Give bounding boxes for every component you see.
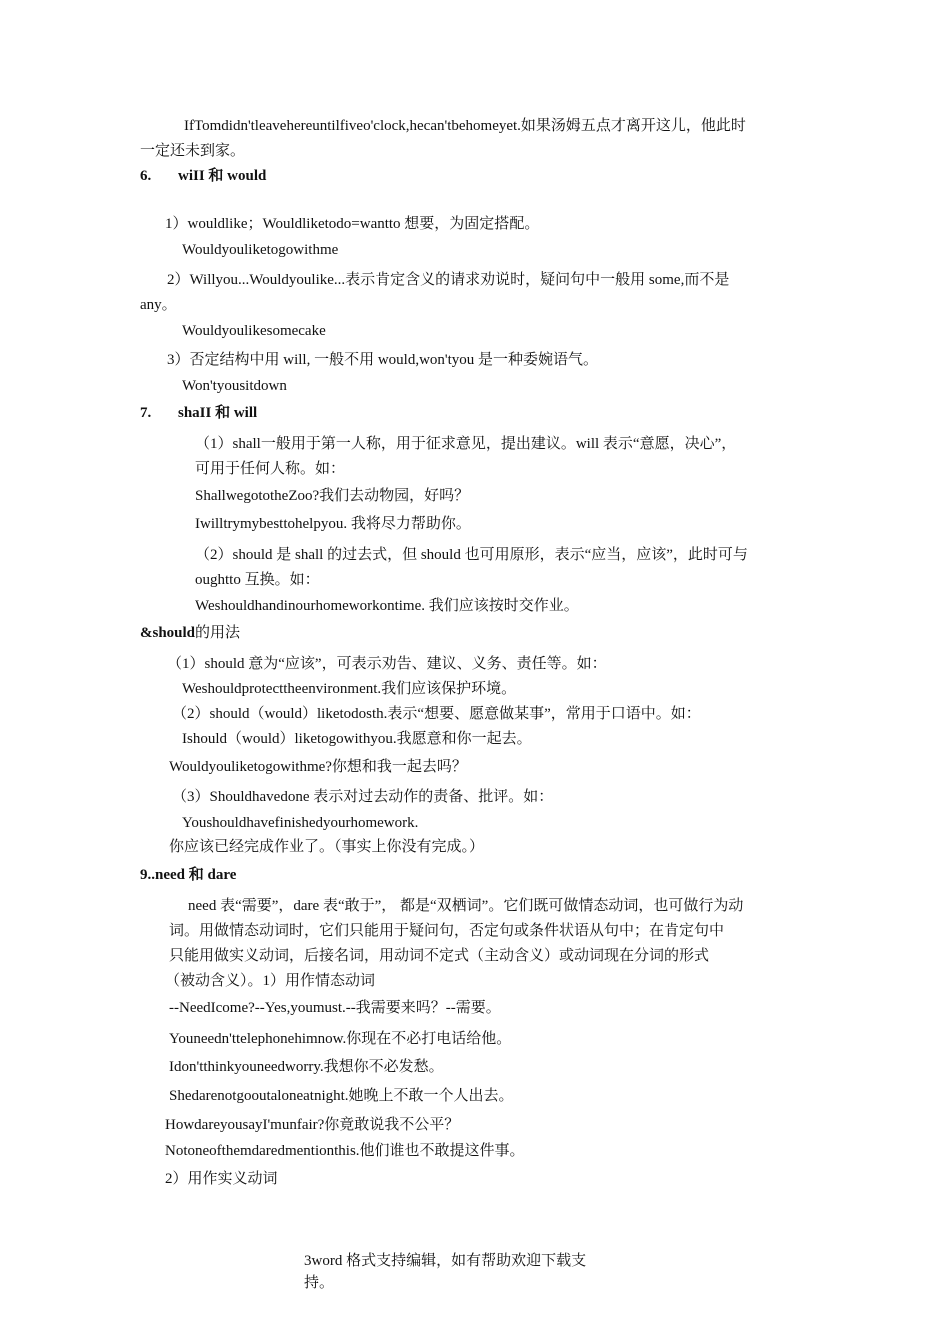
example-sentence: Shedarenotgooutaloneatnight.她晚上不敢一个人出去。 [169,1088,514,1104]
text-line: any。 [140,297,177,313]
text-line: 可用于任何人称。如： [195,461,346,477]
text-line: （被动含义）。1）用作情态动词 [165,973,376,989]
text-line: 2）Willyou...Wouldyoulike...表示肯定含义的请求劝说时，疑问句中一般用 some,而不是 [167,272,730,288]
example-sentence: Wouldyouliketogowithme?你想和我一起去吗？ [169,759,467,775]
section-number: 6. [140,168,152,184]
example-sentence: Iwilltrymybesttohelpyou. 我将尽力帮助你。 [195,516,471,532]
text-line: 一定还未到家。 [140,143,246,159]
text-line: （2）should 是 shall 的过去式，但 should 也可用原形，表示“应当，应该”，此时可与 [195,547,748,563]
section-number: 7. [140,405,152,421]
section-title: shaII 和 will [178,405,258,421]
example-sentence: HowdareyousayI'munfair?你竟敢说我不公平？ [165,1117,460,1133]
text-line: oughtto 互换。如： [195,572,320,588]
text-line: （1）should 意为“应该”，可表示劝告、建议、义务、责任等。如： [167,656,607,672]
example-sentence: Wouldyoulikesomecake [182,323,326,339]
example-sentence: ShallwegototheZoo?我们去动物园，好吗？ [195,488,470,504]
example-sentence: Idon'tthinkyouneedworry.我想你不必发愁。 [169,1059,444,1075]
example-sentence: --NeedIcome?--Yes,youmust.--我需要来吗？--需要。 [169,1000,501,1016]
text-line: 2）用作实义动词 [165,1171,278,1187]
page-footer [304,1250,634,1294]
text-line: （2）should（would）liketodosth.表示“想要、愿意做某事”，常用于口语中。如： [172,706,701,722]
text-line: 只能用做实义动词，后接名词，用动词不定式（主动含义）或动词现在分词的形式 [169,948,710,964]
example-sentence: Ishould（would）liketogowithyou.我愿意和你一起去。 [182,731,532,747]
example-sentence: Notoneofthemdaredmentionthis.他们谁也不敢提这件事。 [165,1143,525,1159]
example-sentence: Wouldyouliketogowithme [182,242,339,258]
example-sentence: Youneedn'ttelephonehimnow.你现在不必打电话给他。 [169,1031,512,1047]
text-line: 1）wouldlike；Wouldliketodo=wantto 想要，为固定搭配。 [165,216,540,232]
section-title: &should [140,625,196,641]
text-line: 3）否定结构中用 will, 一般不用 would,won'tyou 是一种委婉语气。 [167,352,599,368]
section-heading-8 [140,623,240,643]
section-title: wiII 和 would [178,168,267,184]
example-sentence: Won'tyousitdown [182,378,287,394]
text-line: （1）shall一般用于第一人称，用于征求意见，提出建议。will 表示“意愿，决心”， [195,436,737,452]
example-sentence: Weshouldprotecttheenvironment.我们应该保护环境。 [182,681,517,697]
section-heading-9: 9..need 和 dare [140,867,237,883]
example-sentence: Weshouldhandinourhomeworkontime. 我们应该按时交作业。 [195,598,579,614]
section-heading-7 [140,403,257,423]
text-line: 词。用做情态动词时，它们只能用于疑问句，否定句或条件状语从句中；在肯定句中 [169,923,725,939]
text-line: need 表“需要”，dare 表“敢于”， 都是“双栖词”。它们既可做情态动词，也可做行为动 [188,898,744,914]
text-line: 你应该已经完成作业了。（事实上你没有完成。） [169,839,485,855]
footer-line: 持。 [304,1275,335,1291]
footer-line: 3word 格式支持编辑，如有帮助欢迎下载支 [304,1253,587,1269]
text-line: （3）Shouldhavedone 表示对过去动作的责备、批评。如： [172,789,554,805]
section-heading-6 [140,166,266,186]
section-title-rest: 的用法 [195,625,241,641]
text-line: IfTomdidn'tleavehereuntilfiveo'clock,hecan'tbehomeyet.如果汤姆五点才离开这儿，他此时 [184,118,746,134]
example-sentence: Youshouldhavefinishedyourhomework. [182,815,419,831]
